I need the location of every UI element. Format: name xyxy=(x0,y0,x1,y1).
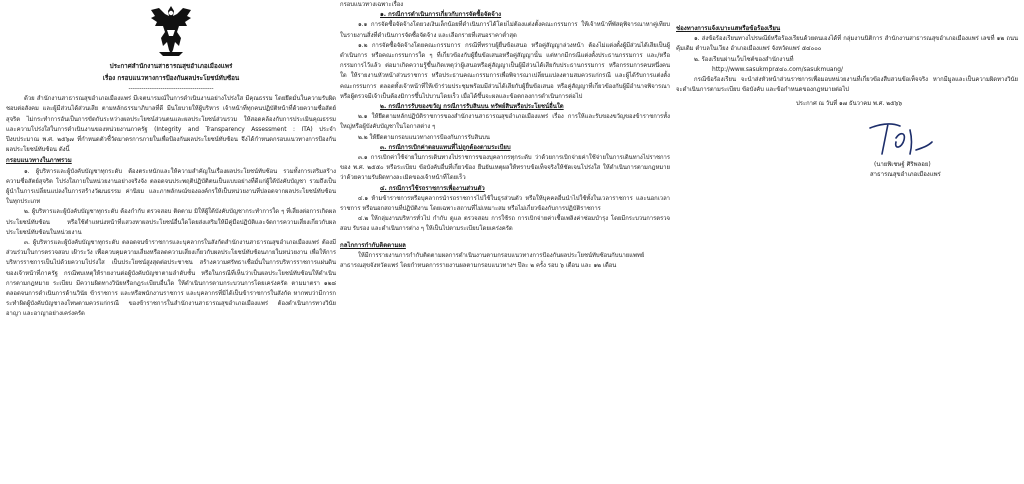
overview-item-2: ๒. ผู้บริหารและผู้บังคับบัญชาทุกระดับ ต้องกำกับ ตรวจสอบ ติดตาม มิให้ผู้ใต้บังคับบัญชากระทำการใด ๆ ที่เสี่ยงต่อการเกิดผลประโยชน์ทับซ้อน หรือใช้ตำแหน่งหน้าที่แสวงหาผลประโยชน์อื่นใดโดยส่งเสริมให้มีคู่มือปฏิบัติและจัดการความเสี่ยงเกี่ยวกับผลประโยชน์ทับซ้อนในหน่วยงาน xyxy=(6,209,336,236)
topic-2-paragraph-1: ๒.๑ ให้ยึดตามหลักปฏิบัติราชการของสำนักงานสาธารณสุขอำเภอเมืองแพร่ เรื่อง การให้และรับของขวัญของข้าราชการทั้งใหญ่หรือผู้บังคับบัญชาในโอกาสต่าง ๆ xyxy=(340,114,670,131)
separator-line: ---------------------------------------- xyxy=(128,86,214,92)
announcement-subject: เรื่อง กรอบแนวทางการป้องกันผลประโยชน์ทับซ้อน xyxy=(102,75,240,82)
intro-paragraph: ด้วย สำนักงานสาธารณสุขอำเภอเมืองแพร่ มีเจตนารมณ์ในการดำเนินงานอย่างโปร่งใส มีคุณธรรม โดยยึดมั่นในความรับผิดชอบต่อสังคม และผู้มีส่วนได้ส่วนเสีย ตามหลักธรรมาภิบาลที่ดี มีนโยบายให้ผู้บริหาร เจ้าหน้าที่ทุกคนปฏิบัติหน้าที่ด้วยความซื่อสัตย์สุจริต ไม่กระทำการอันเป็นการขัดกันระหว่างผลประโยชน์ส่วนตนและผลประโยชน์ส่วนรวม ให้สอดคล้องกับการประเมินคุณธรรมและความโปร่งใสในการดำเนินงานของหน่วยงานภาครัฐ (Integrity and Transparency Assessment : ITA) ประจำปีงบประมาณ พ.ศ. ๒๕๖๗ ที่กำหนดตัวชี้วัดมาตรการภายในเพื่อป้องกันผลประโยชน์ทับซ้อน จึงได้กำหนดกรอบแนวทางการป้องกันผลประโยชน์ทับซ้อน ดังนี้ xyxy=(6,96,336,154)
column-middle xyxy=(340,0,670,484)
signature-icon xyxy=(866,120,936,160)
channels-title: ช่องทางการแจ้งเบาะแสหรือข้อร้องเรียน xyxy=(676,25,781,32)
channel-2: ๒. ร้องเรียนผ่านเว็บไซต์ของสำนักงานที่ xyxy=(694,56,794,63)
complaint-website-link[interactable]: http://www.sasukmpr๕๔๐.com/sasukmuang/ xyxy=(712,66,844,73)
signer-name: (นายพิเชษฐ์ ศิริพลอย) xyxy=(874,160,931,168)
topic-1-paragraph-2: ๑.๒ การจัดซื้อจัดจ้างโดยคณะกรรมการ กรณีที่ทราบผู้ยื่นข้อเสนอ หรือคู่สัญญาล่วงหน้า ต้องไม่แต่งตั้งผู้มีส่วนได้เสียเป็นผู้ดำเนินการ หรือคณะกรรมการใด ๆ ที่เกี่ยวข้องกับผู้ยื่นข้อเสนอหรือคู่สัญญานั้น แต่หากมีกรณีแต่งตั้งประธานกรรมการ และ/หรือกรรมการไว้แล้ว ต่อมาเกิดความรู้ขึ้นเกิดเหตุว่าผู้เสนอหรือคู่สัญญาเป็นผู้มีส่วนได้เสียกับประธานกรรมการ หรือกรรมการคนหนึ่งคนใด ให้รายงานหัวหน้าส่วนราชการ หรือประธานคณะกรรมการเพื่อพิจารณาเปลี่ยนแปลงตามสมควรแก่กรณี และผู้ได้รับการแต่งตั้งคณะกรรมการ ตลอดทั้งเจ้าหน้าที่ให้เข้าร่วมประชุมพร้อมมีส่วนได้เสียกับผู้ยื่นข้อเสนอ หรือคู่สัญญาที่เกี่ยวข้องกับผู้มีอำนาจพิจารณา หรือผู้ตรวจมีเจ้าเป็นต้องมิการขึ้นไปบานโดยเร็ว เมื่อได้ขึ้นจะผลและข้อตกลงการดำเนินการต่อไป xyxy=(340,42,670,100)
announcement-date: ประกาศ ณ วันที่ ๑๗ ธันวาคม พ.ศ. ๒๕๖๖ xyxy=(796,101,903,108)
column-right xyxy=(676,0,1018,484)
channel-1: ๑. ส่งข้อร้องเรียนทางไปรษณีย์หรือร้องเรียนด้วยตนเองได้ที่ กลุ่มงานนิติการ สำนักงานสาธารณสุขอำเภอเมืองแพร่ เลขที่ ๑๒ ถนนคุ้มเดิม ตำบลในเวียง อำเภอเมืองแพร่ จังหวัดแพร่ ๕๔๐๐๐ xyxy=(676,36,1018,53)
column-left xyxy=(6,0,336,484)
monitoring-title: กลไกการกำกับติดตามผล xyxy=(340,241,406,249)
topic-4-paragraph-2: ๔.๒ ให้กลุ่มงานบริหารทั่วไป กำกับ ดูแล ตรวจสอบ การใช้รถ การเบิกจ่ายค่าเชื้อเพลิงค่าซ่อมบำรุง โดยมีกระบวนการตรวจสอบ รับรอง และดำเนินการต่าง ๆ ให้เป็นไปตามระเบียบโดยเคร่งครัด xyxy=(340,216,670,233)
topic-2-paragraph-2: ๒.๒ ให้ยึดตามกรอบแนวทางการป้องกันการรับสินบน xyxy=(358,134,490,141)
overview-section-title: กรอบแนวทางในภาพรวม xyxy=(6,157,72,165)
overview-item-3: ๓. ผู้บริหารและผู้บังคับบัญชาทุกระดับ ตลอดจนข้าราชการและบุคลากรในสังกัดสำนักงานสาธารณสุขอำเภอเมืองแพร่ ต้องมีส่วนร่วมในการตรวจสอบ เฝ้าระวัง เพื่อควบคุมความเสี่ยงหรือลดความเสี่ยงเกี่ยวกับผลประโยชน์ทับซ้อนภายในหน่วยงาน เพื่อให้การบริหารราชการเป็นไปด้วยความโปร่งใส เป็นประโยชน์สูงสุดต่อประชาชน สร้างความศรัทธาเชื่อมั่นในการบริหารราชการแผ่นดินของเจ้าหน้าที่ภาครัฐ กรณีพบเหตุให้รายงานต่อผู้บังคับบัญชาตามลำดับชั้น หรือในกรณีที่เห็นว่าเป็นผลประโยชน์ทับซ้อนให้ดำเนินการตามกฎหมาย ระเบียบ มีความผิดทางวินัยหรือกฎระเบียบอื่นใด ให้ดำเนินการตามกระบวนการโดยเคร่งครัด ตามมาตรา ๑๒๘ ตลอดจนการดำเนินการด้านวินัย ข้าราชการ และหรือพนักงานราชการ และบุคลากรที่มิได้เป็นข้าราชการในสังกัด หากพบว่ามีการกระทำผิดผู้บังคับบัญชาลงโทษตามควรแก่กรณี ของข้าราชการในสำนักงานสาธารณสุขอำเภอเมืองแพร่ ต้องดำเนินการทางวินัย อาญา และอาญาอย่างเคร่งครัด xyxy=(6,240,336,318)
topic-1-title: ๑. กรณีการดำเนินการเกี่ยวกับการจัดซื้อจัดจ้าง xyxy=(380,11,502,19)
overview-item-1: ๑. ผู้บริหารและผู้บังคับบัญชาทุกระดับ ต้องตระหนักและให้ความสำคัญในเรื่องผลประโยชน์ทับซ้อน รวมทั้งการเสริมสร้างความซื่อสัตย์สุจริต โปร่งใสภายในหน่วยงานอย่างจริงจัง ตลอดจนประพฤติปฏิบัติตนเป็นแบบอย่างที่ดีแก่ผู้ใต้บังคับบัญชา รวมถึงเป็นผู้นำในการเปลี่ยนแปลงในการสร้างวัฒนธรรม ค่านิยม และภาพลักษณ์ขององค์กรให้เป็นหน่วยงานที่ปลอดจากผลประโยชน์ทับซ้อนในทุกประเภท xyxy=(6,168,336,206)
announcement-title: ประกาศสำนักงานสาธารณสุขอำเภอเมืองแพร่ xyxy=(109,63,233,70)
garuda-emblem-icon xyxy=(149,2,193,58)
signer-title: สาธารณสุขอำเภอเมืองแพร่ xyxy=(870,170,941,178)
topic-2-title: ๒. กรณีการรับของขวัญ กรณีการรับสินบน ทรัพย์สินหรือประโยชน์อื่นใด xyxy=(380,103,564,111)
topic-4-title: ๔. กรณีการใช้รถราชการเพื่องานส่วนตัว xyxy=(380,184,485,192)
topic-3-title: ๓. กรณีการเบิกค่าตอบแทนที่ไม่ถูกต้องตามระเบียบ xyxy=(380,143,511,151)
topic-4-paragraph-1: ๔.๑ ห้ามข้าราชการหรือบุคลากรนำรถราชการไปใช้ในธุรส่วนตัว หรือให้บุคคลอื่นนำไปใช้ทั้งในเวลาราชการ และนอกเวลาราชการ หรือนอกสถานที่ปฏิบัติงาน โดยเฉพาะสถานที่ไม่เหมาะสม หรือไม่เกี่ยวข้องกับการปฏิบัติราชการ xyxy=(340,195,670,213)
specific-guidelines-heading: กรอบแนวทางเฉพาะเรื่อง xyxy=(340,2,404,8)
complaint-note: กรณีข้อร้องเรียน จะนำส่งหัวหน้าส่วนราชการเพื่อมอบหน่วยงานที่เกี่ยวข้องสืบสวนข้อเท็จจริง หากมีมูลและเป็นความผิดทางวินัยจะดำเนินการตามระเบียบ ข้อบังคับ และข้อกำหนดของกฎหมายต่อไป xyxy=(676,77,1018,94)
topic-1-paragraph-1: ๑.๑ การจัดซื้อจัดจ้างโดยวงเงินเล็กน้อยที่ดำเนินการได้โดยไม่ต้องแต่งตั้งคณะกรรมการ ให้เจ้าหน้าที่พัสดุพิจารณาหาคู่เทียบในรายงานสิ่งที่ดำเนินการจัดซื้อจัดจ้าง และเลือกรายที่เสนอราคาต่ำสุด xyxy=(340,22,670,39)
monitoring-paragraph: ให้มีการรายงานการกำกับติดตามผลการดำเนินงานตามกรอบแนวทางการป้องกันผลประโยชน์ทับซ้อนกับนายแพทย์สาธารณสุขจังหวัดแพร่ โดยกำหนดการรายงานผลตามกรอบแนวทางฯ ปีละ ๒ ครั้ง รอบ ๖ เดือน และ ๑๒ เดือน xyxy=(340,252,645,270)
topic-3-paragraph-1: ๓.๑ การเบิกค่าใช้จ่ายในการเดินทางไปราชการของบุคลากรทุกระดับ ว่าด้วยการเบิกจ่ายค่าใช้จ่ายในการเดินทางไปราชการของ พ.ศ. ๒๕๕๐ หรือระเบียบ ข้อบังคับอื่นที่เกี่ยวข้อง ยืนยันเหตุผลให้ทราบข้อเท็จจริงให้ชัดเจนโปร่งใส ให้ดำเนินการตามกฎหมายว่าด้วยความรับผิดทางละเมิดของเจ้าหน้าที่โดยเร็ว xyxy=(340,155,670,182)
